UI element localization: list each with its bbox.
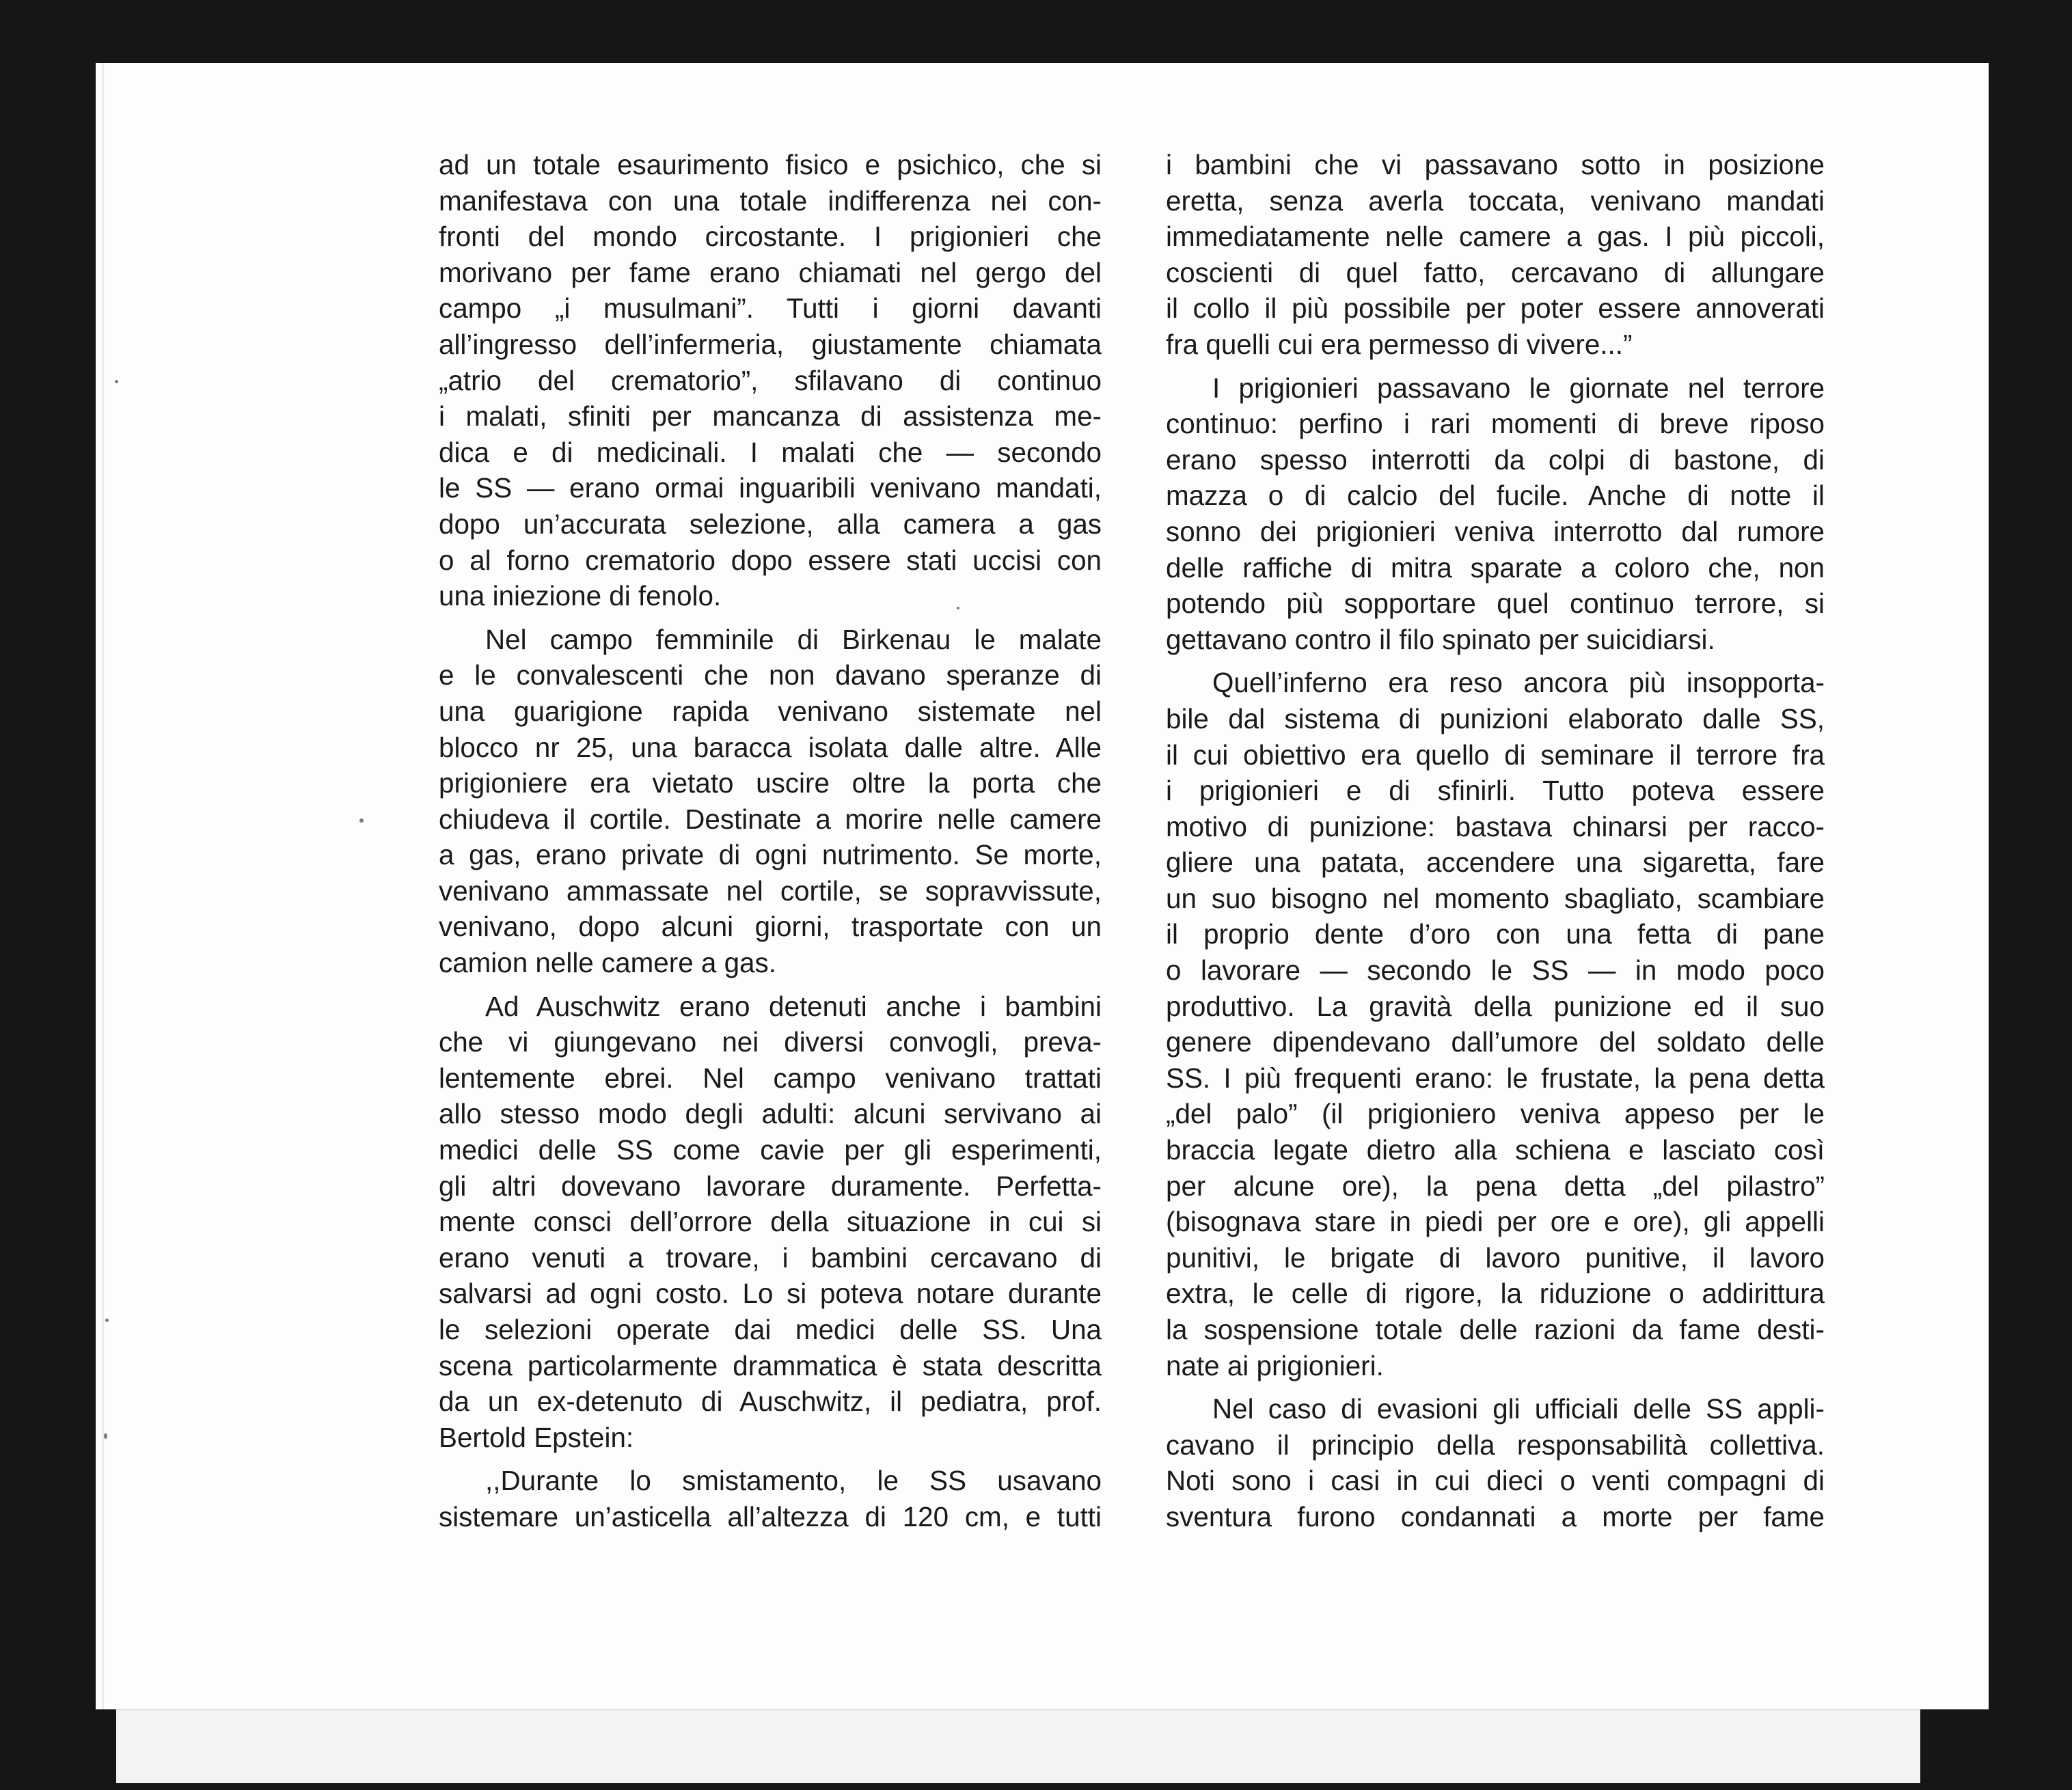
paragraph (439, 981, 1102, 1456)
text-line: la sospensione totale delle razioni da fame desti- (1166, 1314, 1825, 1345)
text-line: gli altri dovevano lavorare duramente. Perfetta- (439, 1170, 1102, 1202)
text-line: lentemente ebrei. Nel campo venivano trattati (439, 1062, 1102, 1094)
text-line: motivo di punizione: bastava chinarsi per racco- (1166, 810, 1825, 842)
paragraph (439, 147, 1102, 614)
text-line: venivano ammassate nel cortile, se sopravvissute, (439, 875, 1102, 907)
text-line: o lavorare — secondo le SS — in modo poco (1166, 954, 1825, 987)
text-line: prigioniere era vietato uscire oltre la porta che (439, 767, 1102, 799)
text-line: all’ingresso dell’infermeria, giustamente chiamata (439, 328, 1102, 360)
text-line: camion nelle camere a gas. (439, 947, 776, 979)
text-line: per alcune ore), la pena detta „del pilastro” (1166, 1170, 1825, 1202)
text-line: erano venuti a trovare, i bambini cercavano di (439, 1241, 1102, 1273)
text-line: coscienti di quel fatto, cercavano di allungare (1166, 256, 1825, 288)
text-line: blocco nr 25, una baracca isolata dalle altre. Alle (439, 731, 1102, 763)
text-line: morivano per fame erano chiamati nel gergo del (439, 256, 1102, 288)
text-line: delle raffiche di mitra sparate a coloro che, non (1166, 551, 1825, 583)
text-line: nate ai prigionieri. (1166, 1349, 1384, 1381)
text-line: braccia legate dietro alla schiena e lasciato così (1166, 1134, 1825, 1166)
text-line: scena particolarmente drammatica è stata descritta (439, 1349, 1102, 1381)
text-line: ,,Durante lo smistamento, le SS usavano (485, 1465, 1102, 1497)
text-line: cavano il principio della responsabilità collettiva. (1166, 1429, 1825, 1461)
paper-speck (105, 1319, 109, 1322)
text-line: manifestava con una totale indifferenza nei con- (439, 184, 1102, 217)
text-line: fra quelli cui era permesso di vivere...” (1166, 328, 1633, 360)
text-line: ad un totale esaurimento fisico e psichico, che si (439, 149, 1102, 180)
text-line: da un ex-detenuto di Auschwitz, il pediatra, prof. (439, 1386, 1102, 1418)
text-line: le selezioni operate dai medici delle SS. Una (439, 1314, 1102, 1345)
text-line: continuo: perfino i rari momenti di breve riposo (1166, 408, 1825, 440)
paragraph (1166, 1383, 1825, 1534)
text-line: Nel caso di evasioni gli ufficiali delle SS appli- (1212, 1393, 1825, 1425)
text-line: I prigionieri passavano le giornate nel terrore (1212, 372, 1825, 404)
text-line: punitivi, le brigate di lavoro punitive, il lavoro (1166, 1241, 1825, 1273)
text-line: allo stesso modo degli adulti: alcuni servivano ai (439, 1098, 1102, 1130)
paragraph (1166, 147, 1825, 363)
text-line: campo „i musulmani”. Tutti i giorni davanti (439, 292, 1102, 325)
text-line: „atrio del crematorio”, sfilavano di continuo (439, 364, 1102, 396)
text-line: una guarigione rapida venivano sistemate nel (439, 695, 1102, 727)
text-line: il proprio dente d’oro con una fetta di pane (1166, 918, 1825, 950)
text-line: immediatamente nelle camere a gas. I più piccoli, (1166, 221, 1825, 253)
text-line: i bambini che vi passavano sotto in posizione (1166, 149, 1825, 180)
text-line: il cui obiettivo era quello di seminare il terrore fra (1166, 739, 1825, 771)
text-line: una iniezione di fenolo. (439, 580, 722, 612)
text-line: a gas, erano private di ogni nutrimento. Se morte, (439, 839, 1102, 871)
text-line: Noti sono i casi in cui dieci o venti compagni di (1166, 1465, 1825, 1497)
text-line: genere dipendevano dall’umore del soldato delle (1166, 1026, 1825, 1058)
text-line: un suo bisogno nel momento sbagliato, scambiare (1166, 882, 1825, 914)
text-line: o al forno crematorio dopo essere stati uccisi con (439, 544, 1102, 576)
text-line: gettavano contro il filo spinato per suicidiarsi. (1166, 623, 1715, 655)
text-line: sistemare un’asticella all’altezza di 120 cm, e tutti (439, 1500, 1102, 1532)
paper-speck (104, 1433, 107, 1439)
text-line: i prigionieri e di sfinirli. Tutto poteva essere (1166, 775, 1825, 807)
text-line: che vi giungevano nei diversi convogli, preva- (439, 1026, 1102, 1058)
text-line: chiudeva il cortile. Destinate a morire nelle camere (439, 803, 1102, 835)
text-line: e le convalescenti che non davano speranze di (439, 659, 1102, 691)
text-line: mazza o di calcio del fucile. Anche di notte il (1166, 480, 1825, 512)
text-line: Ad Auschwitz erano detenuti anche i bambini (485, 990, 1102, 1022)
text-line: venivano, dopo alcuni giorni, trasportate con un (439, 911, 1102, 943)
text-line: gliere una patata, accendere una sigaretta, fare (1166, 846, 1825, 879)
text-line: Nel campo femminile di Birkenau le malate (485, 623, 1102, 655)
paragraph (1166, 657, 1825, 1383)
text-line: produttivo. La gravità della punizione ed il suo (1166, 990, 1825, 1022)
text-line: il collo il più possibile per poter essere annoverati (1166, 292, 1825, 325)
right-text-column (1166, 147, 1825, 1535)
text-line: erano spesso interrotti da colpi di bastone, di (1166, 443, 1825, 476)
text-line: bile dal sistema di punizioni elaborato dalle SS, (1166, 702, 1825, 734)
text-line: eretta, senza averla toccata, venivano mandati (1166, 184, 1825, 217)
paper-speck (359, 818, 364, 823)
text-line: Quell’inferno era reso ancora più insopporta- (1212, 667, 1825, 699)
left-text-column (439, 147, 1102, 1535)
paper-speck (115, 380, 118, 383)
text-line: sventura furono condannati a morte per fame (1166, 1500, 1825, 1532)
text-line: le SS — erano ormai inguaribili venivano mandati, (439, 472, 1102, 504)
text-line: sonno dei prigionieri veniva interrotto dal rumore (1166, 515, 1825, 547)
text-line: salvarsi ad ogni costo. Lo si poteva notare durante (439, 1278, 1102, 1310)
text-line: (bisognava stare in piedi per ore e ore), gli appelli (1166, 1206, 1825, 1238)
text-line: medici delle SS come cavie per gli esperimenti, (439, 1134, 1102, 1166)
page-fold-shadow (103, 63, 105, 1709)
text-line: SS. I più frequenti erano: le frustate, la pena detta (1166, 1062, 1825, 1094)
text-line: „del palo” (il prigioniero veniva appeso per le (1166, 1098, 1825, 1130)
text-line: extra, le celle di rigore, la riduzione o addirittura (1166, 1278, 1825, 1310)
text-line: dopo un’accurata selezione, alla camera a gas (439, 508, 1102, 540)
text-line: mente consci dell’orrore della situazione in cui si (439, 1206, 1102, 1238)
text-line: i malati, sfiniti per mancanza di assistenza me- (439, 400, 1102, 432)
text-line: potendo più sopportare quel continuo terrore, si (1166, 588, 1825, 620)
text-line: dica e di medicinali. I malati che — secondo (439, 436, 1102, 468)
text-line: Bertold Epstein: (439, 1421, 634, 1453)
paragraph (439, 614, 1102, 981)
text-line: fronti del mondo circostante. I prigionieri che (439, 221, 1102, 253)
paragraph (1166, 363, 1825, 658)
paragraph (439, 1455, 1102, 1534)
